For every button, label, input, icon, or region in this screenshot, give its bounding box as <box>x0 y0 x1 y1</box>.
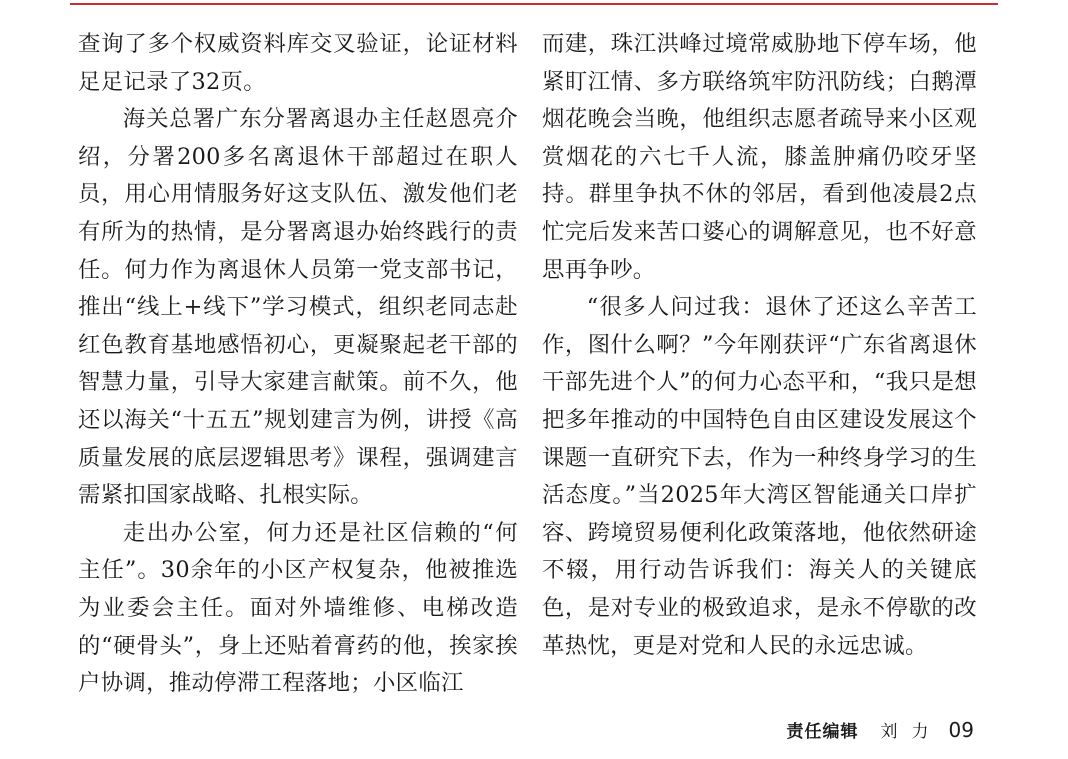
paragraph: 走出办公室，何力还是社区信赖的“何主任”。30余年的小区产权复杂，他被推选为业委会主任。面对外墙维修、电梯改造的“硬骨头”，身上还贴着膏药的他，挨家挨户协调，推动停滞工程落地；小区临江 <box>78 519 518 697</box>
paragraph: 而建，珠江洪峰过境常威胁地下停车场，他紧盯江情、多方联络筑牢防汛防线；白鹅潭烟花晚会当晚，他组织志愿者疏导来小区观赏烟花的六七千人流，膝盖肿痛仍咬牙坚持。群里争执不休的邻居，看到他凌晨2点忙完后发来苦口婆心的调解意见，也不好意思再争吵。 <box>542 31 977 283</box>
editor-name: 刘力 <box>880 722 943 742</box>
top-rule <box>70 3 998 5</box>
right-column <box>542 26 977 665</box>
page-number: 09 <box>948 718 974 742</box>
paragraph: “很多人问过我：退休了还这么辛苦工作，图什么啊？”今年刚获评“广东省离退休干部先进个人”的何力心态平和，“我只是想把多年推动的中国特色自由区建设发展这个课题一直研究下去，作为一种终身学习的生活态度。”当2025年大湾区智能通关口岸扩容、跨境贸易便利化政策落地，他依然研途不辍，用行动告诉我们：海关人的关键底色，是对专业的极致追求，是永不停歇的改革热忱，更是对党和人民的永远忠诚。 <box>542 294 977 659</box>
page-footer <box>787 717 974 745</box>
paragraph: 查询了多个权威资料库交叉验证，论证材料足足记录了32页。 <box>78 31 518 95</box>
editor-label: 责任编辑 <box>786 722 859 742</box>
paragraph: 海关总署广东分署离退办主任赵恩亮介绍，分署200多名离退休干部超过在职人员，用心用情服务好这支队伍、激发他们老有所为的热情，是分署离退办始终践行的责任。何力作为离退休人员第一党支部书记，推出“线上+线下”学习模式，组织老同志赴红色教育基地感悟初心，更凝聚起老干部的智慧力量，引导大家建言献策。前不久，他还以海关“十五五”规划建言为例，讲授《高质量发展的底层逻辑思考》课程，强调建言需紧扣国家战略、扎根实际。 <box>78 106 518 509</box>
left-column <box>78 26 518 703</box>
